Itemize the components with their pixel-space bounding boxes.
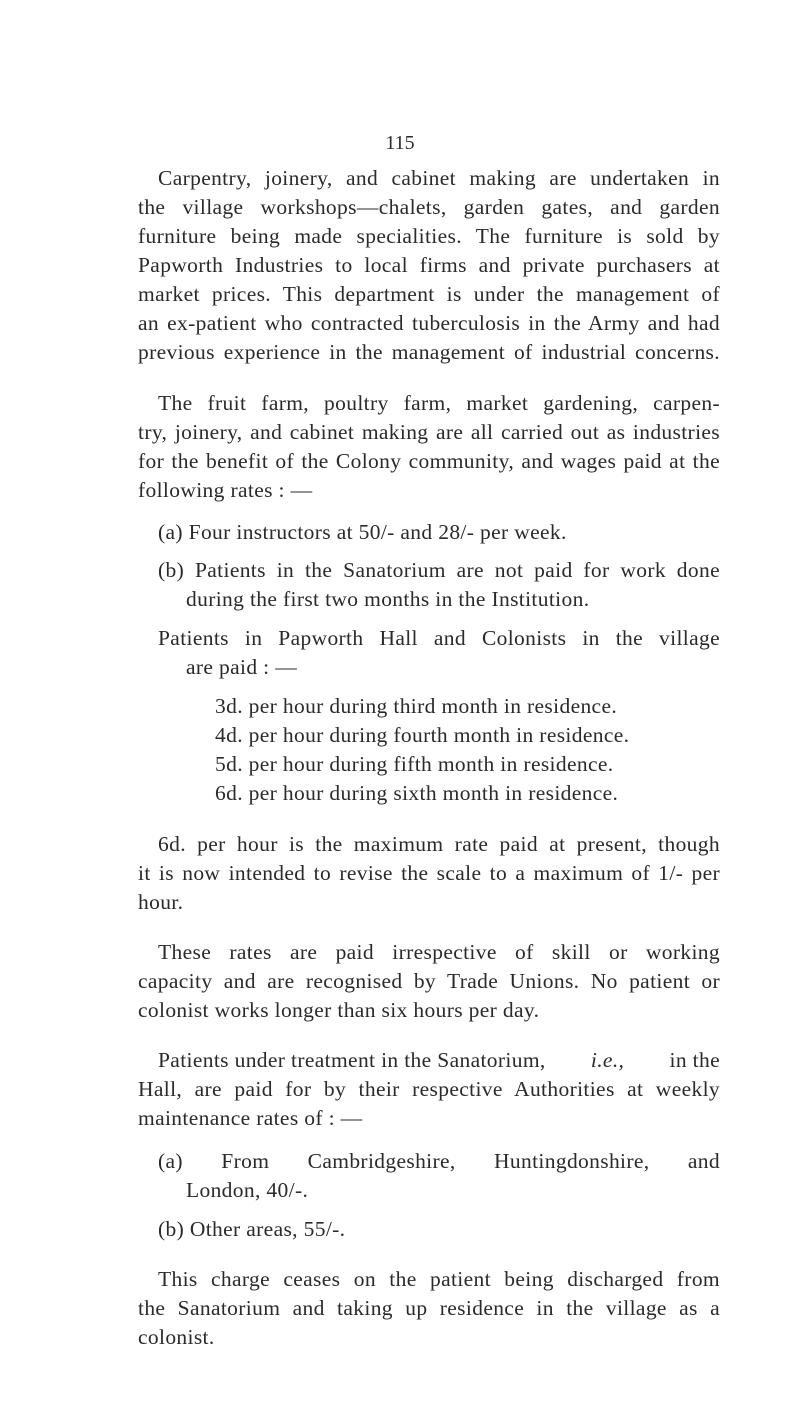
- text-line: Hall, are paid for by their respective Authorities at weekly: [138, 1077, 720, 1101]
- text-segment: Patients under treatment in the Sanatorium,: [158, 1048, 546, 1072]
- page-number: 115: [385, 132, 415, 154]
- text-line: maintenance rates of : —: [138, 1106, 363, 1130]
- text-line: This charge ceases on the patient being discharged from: [158, 1267, 720, 1291]
- text-line: for the benefit of the Colony community, and wages paid at the: [138, 449, 720, 473]
- text-line: an ex-patient who contracted tuberculosis in the Army and had: [138, 311, 720, 335]
- text-line: try, joinery, and cabinet making are all carried out as industries: [138, 420, 720, 444]
- text-line: following rates : —: [138, 478, 313, 502]
- text-line: colonist works longer than six hours per day.: [138, 998, 540, 1022]
- list-item-continuation: London, 40/-.: [186, 1178, 309, 1202]
- list-item-continuation: are paid : —: [186, 655, 298, 679]
- list-item: (a) From Cambridgeshire, Huntingdonshire, and: [158, 1149, 720, 1173]
- rate-line: 3d. per hour during third month in residence.: [215, 694, 618, 718]
- list-item: (a) Four instructors at 50/- and 28/- per week.: [158, 520, 567, 544]
- text-segment: in the: [669, 1048, 720, 1072]
- text-segment-italic: i.e.,: [590, 1048, 625, 1072]
- rate-line: 4d. per hour during fourth month in residence.: [215, 723, 630, 747]
- text-line: hour.: [138, 890, 184, 914]
- text-line: furniture being made specialities. The furniture is sold by: [138, 224, 720, 248]
- text-line: it is now intended to revise the scale to a maximum of 1/- per: [138, 861, 720, 885]
- text-line: These rates are paid irrespective of skill or working: [158, 940, 720, 964]
- list-item-continuation: during the first two months in the Institution.: [186, 587, 590, 611]
- text-line: The fruit farm, poultry farm, market gardening, carpen-: [158, 391, 720, 415]
- text-line: Carpentry, joinery, and cabinet making are undertaken in: [158, 166, 720, 190]
- text-line: the Sanatorium and taking up residence in the village as a: [138, 1296, 720, 1320]
- text-line: market prices. This department is under the management of: [138, 282, 720, 306]
- list-item: (b) Patients in the Sanatorium are not paid for work done: [158, 558, 720, 582]
- list-item: Patients in Papworth Hall and Colonists in the village: [158, 626, 720, 650]
- text-line: 6d. per hour is the maximum rate paid at present, though: [158, 832, 720, 856]
- rate-line: 6d. per hour during sixth month in residence.: [215, 781, 619, 805]
- text-line: Papworth Industries to local firms and private purchasers at: [138, 253, 720, 277]
- text-line: colonist.: [138, 1325, 215, 1349]
- text-line: the village workshops—chalets, garden gates, and garden: [138, 195, 720, 219]
- text-line: capacity and are recognised by Trade Unions. No patient or: [138, 969, 720, 993]
- text-line: [158, 1046, 720, 1074]
- list-item: (b) Other areas, 55/-.: [158, 1217, 346, 1241]
- rate-line: 5d. per hour during fifth month in residence.: [215, 752, 614, 776]
- text-line: previous experience in the management of industrial concerns.: [138, 340, 720, 364]
